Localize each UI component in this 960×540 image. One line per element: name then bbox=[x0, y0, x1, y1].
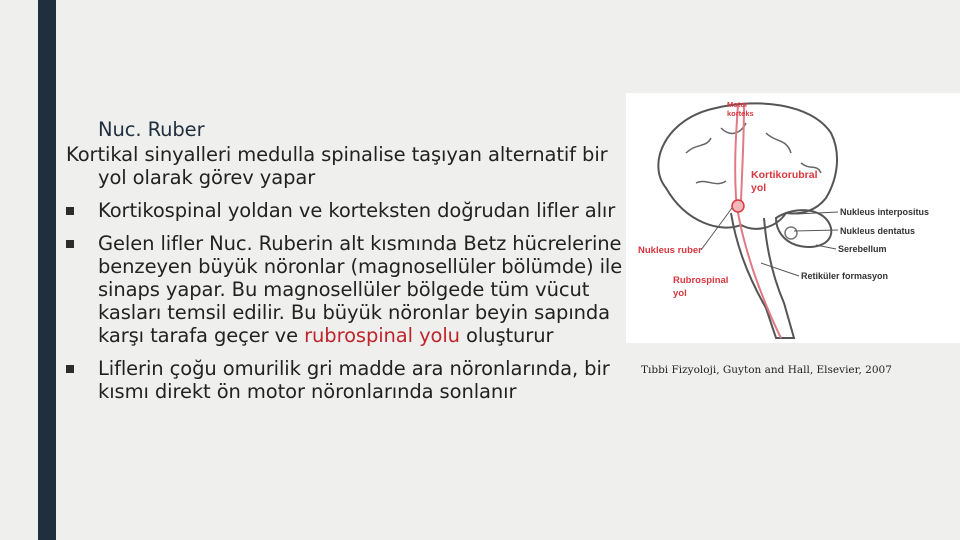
figure-caption: Tıbbi Fizyoloji, Guyton and Hall, Elsevier, 2007 bbox=[641, 364, 892, 376]
square-bullet-icon bbox=[66, 365, 74, 373]
label-rubrospinal-yol: yol bbox=[673, 288, 687, 299]
label-dentatus: Nukleus dentatus bbox=[840, 226, 916, 236]
label-interpositus: Nukleus interpositus bbox=[840, 207, 930, 217]
bullet-item bbox=[66, 199, 626, 222]
brain-diagram-svg bbox=[626, 93, 960, 343]
label-serebellum: Serebellum bbox=[838, 244, 887, 254]
label-motor: Motor bbox=[727, 100, 748, 109]
brain-diagram bbox=[626, 93, 960, 343]
bullet-item bbox=[66, 357, 626, 403]
square-bullet-icon bbox=[66, 240, 74, 248]
square-bullet-icon bbox=[66, 207, 74, 215]
body-text bbox=[66, 118, 626, 413]
slide-heading: Nuc. Ruber bbox=[98, 118, 205, 141]
label-kortikorubral-yol: yol bbox=[751, 182, 767, 194]
bullet-list bbox=[66, 199, 626, 403]
label-korteks: korteks bbox=[727, 109, 754, 118]
left-accent-bar bbox=[38, 0, 56, 540]
highlight-text: rubrospinal yolu bbox=[304, 324, 460, 347]
intro-paragraph: Kortikal sinyalleri medulla spinalise taşıyan alternatif bir yol olarak görev yapar bbox=[66, 143, 608, 189]
bullet-text: Kortikospinal yoldan ve korteksten doğrudan lifler alır bbox=[98, 199, 616, 222]
label-retikuler: Retiküler formasyon bbox=[801, 271, 889, 281]
bullet-text-end: oluşturur bbox=[459, 324, 554, 347]
bullet-text: Liflerin çoğu omurilik gri madde ara nöronlarında, bir kısmı direkt ön motor nöronlarında sonlanır bbox=[98, 357, 610, 403]
label-kortikorubral: Kortikorubral bbox=[751, 169, 818, 181]
figure-background bbox=[626, 93, 960, 343]
label-rubrospinal: Rubrospinal bbox=[673, 275, 729, 286]
bullet-item bbox=[66, 232, 626, 347]
label-nukleus-ruber: Nukleus ruber bbox=[638, 245, 702, 256]
bullet-text: Gelen lifler Nuc. Ruberin alt kısmında Betz hücrelerine benzeyen büyük nöronlar (magnosellüler bölümde) ile sinaps yapar. Bu magnosellüler bölgede tüm vücut kasları temsil edilir. Bu büyük nöronlar beyin sapında karşı tarafa geçer ve bbox=[98, 232, 623, 347]
nucleus-ruber-shape bbox=[732, 200, 744, 212]
